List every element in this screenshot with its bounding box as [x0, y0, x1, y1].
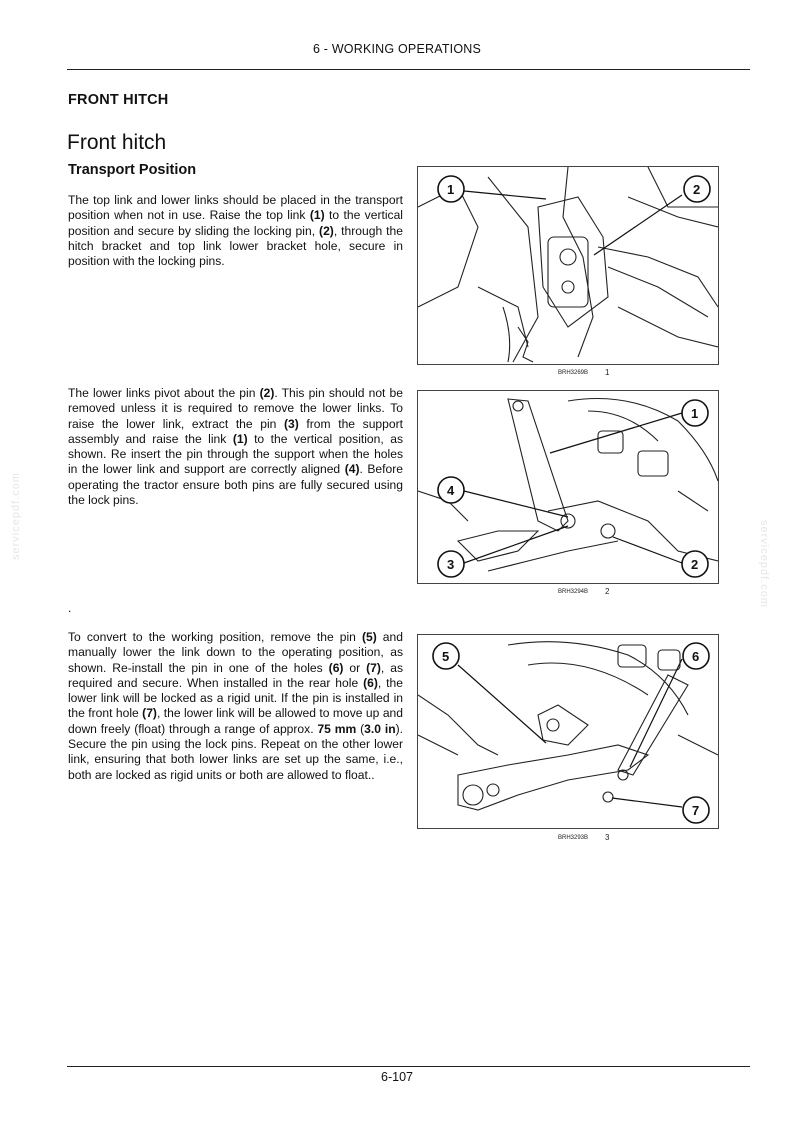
- callout-4: [438, 477, 464, 503]
- paragraph-transport-top-link: The top link and lower links should be placed in the transport position when not in use. Raise the top link (1) to the vertical position and secure by sliding the locking pin, (2), through the hitch bracket and top link lower bracket hole, secure in position with the locking pins.: [68, 193, 403, 269]
- figure-2-code: BRH3294B: [558, 589, 589, 595]
- callout-1: [682, 400, 708, 426]
- bold-reference: (4): [344, 462, 360, 477]
- svg-text:5: 5: [442, 649, 450, 664]
- figure-2-number: 2: [605, 587, 610, 596]
- callout-3: [438, 551, 464, 577]
- footer-rule: [67, 1066, 750, 1067]
- callout-1: [438, 176, 464, 202]
- figure-3-code: BRH3293B: [558, 835, 589, 841]
- bold-reference: (2): [259, 386, 275, 400]
- figure-1-code: BRH3269B: [558, 370, 589, 376]
- watermark-right: servicepdf.com: [758, 520, 770, 608]
- figure-1-number: 1: [605, 368, 610, 377]
- figure-3-number: 3: [605, 833, 610, 842]
- bold-reference: (6): [363, 675, 378, 690]
- figure-1-drawing: [418, 167, 718, 364]
- callout-7: [683, 797, 709, 823]
- svg-text:4: 4: [447, 483, 455, 498]
- svg-text:1: 1: [691, 406, 699, 421]
- svg-text:2: 2: [691, 557, 699, 572]
- svg-text:6: 6: [692, 649, 700, 664]
- callout-2: [682, 551, 708, 577]
- bold-reference: (1): [232, 431, 248, 446]
- svg-text:2: 2: [693, 182, 701, 197]
- callout-2: [684, 176, 710, 202]
- running-header: 6 - WORKING OPERATIONS: [312, 42, 482, 56]
- separator-dot: .: [68, 601, 72, 615]
- figure-3-working-position: [417, 634, 719, 829]
- section-heading: FRONT HITCH: [68, 92, 169, 108]
- figure-2-drawing: [418, 391, 718, 583]
- bold-reference: 3.0 in: [364, 721, 396, 736]
- bold-reference: (7): [142, 706, 157, 721]
- bold-reference: (7): [366, 660, 381, 675]
- bold-reference: (2): [319, 223, 334, 238]
- header-rule: [67, 69, 750, 70]
- paragraph-working-position: To convert to the working position, remove the pin (5) and manually lower the link down to the operating position, as shown. Re-install the pin in one of the holes (6) or (7), as required and secure. When installed in the rear hole (6), the lower link will be locked as a rigid unit. If the pin is installed in the front hole (7), the lower link will be allowed to move up and down freely (float) through a range of approx. 75 mm (3.0 in). Secure the pin using the lock pins. Repeat on the other lower link, ensuring that both lower links are set up the same, i.e., both are locked as rigid units or both are allowed to float..: [68, 630, 403, 782]
- bold-reference: (3): [284, 416, 299, 431]
- bold-reference: (6): [328, 660, 344, 675]
- callout-5: [433, 643, 459, 669]
- watermark-left: servicepdf.com: [10, 472, 22, 560]
- bold-reference: (5): [361, 630, 377, 644]
- figure-3-drawing: [418, 635, 718, 828]
- figure-1-top-link-transport: [417, 166, 719, 365]
- figure-2-lower-link-pins: [417, 390, 719, 584]
- paragraph-lower-links-pivot: The lower links pivot about the pin (2). This pin should not be removed unless it is required to remove the lower links. To raise the lower link, extract the pin (3) from the support assembly and raise the link (1) to the vertical position, as shown. Re insert the pin through the support when the holes in the lower link and support are correctly aligned (4). Before operating the tractor ensure both pins are fully secured using the lock pins.: [68, 386, 403, 508]
- page-number: 6-107: [381, 1070, 413, 1084]
- svg-text:7: 7: [692, 803, 700, 818]
- bold-reference: 75 mm: [317, 721, 357, 736]
- svg-text:1: 1: [447, 182, 455, 197]
- svg-text:3: 3: [447, 557, 455, 572]
- page-title: Front hitch: [67, 131, 167, 154]
- bold-reference: (1): [309, 208, 325, 223]
- subtitle: Transport Position: [68, 162, 197, 178]
- callout-6: [683, 643, 709, 669]
